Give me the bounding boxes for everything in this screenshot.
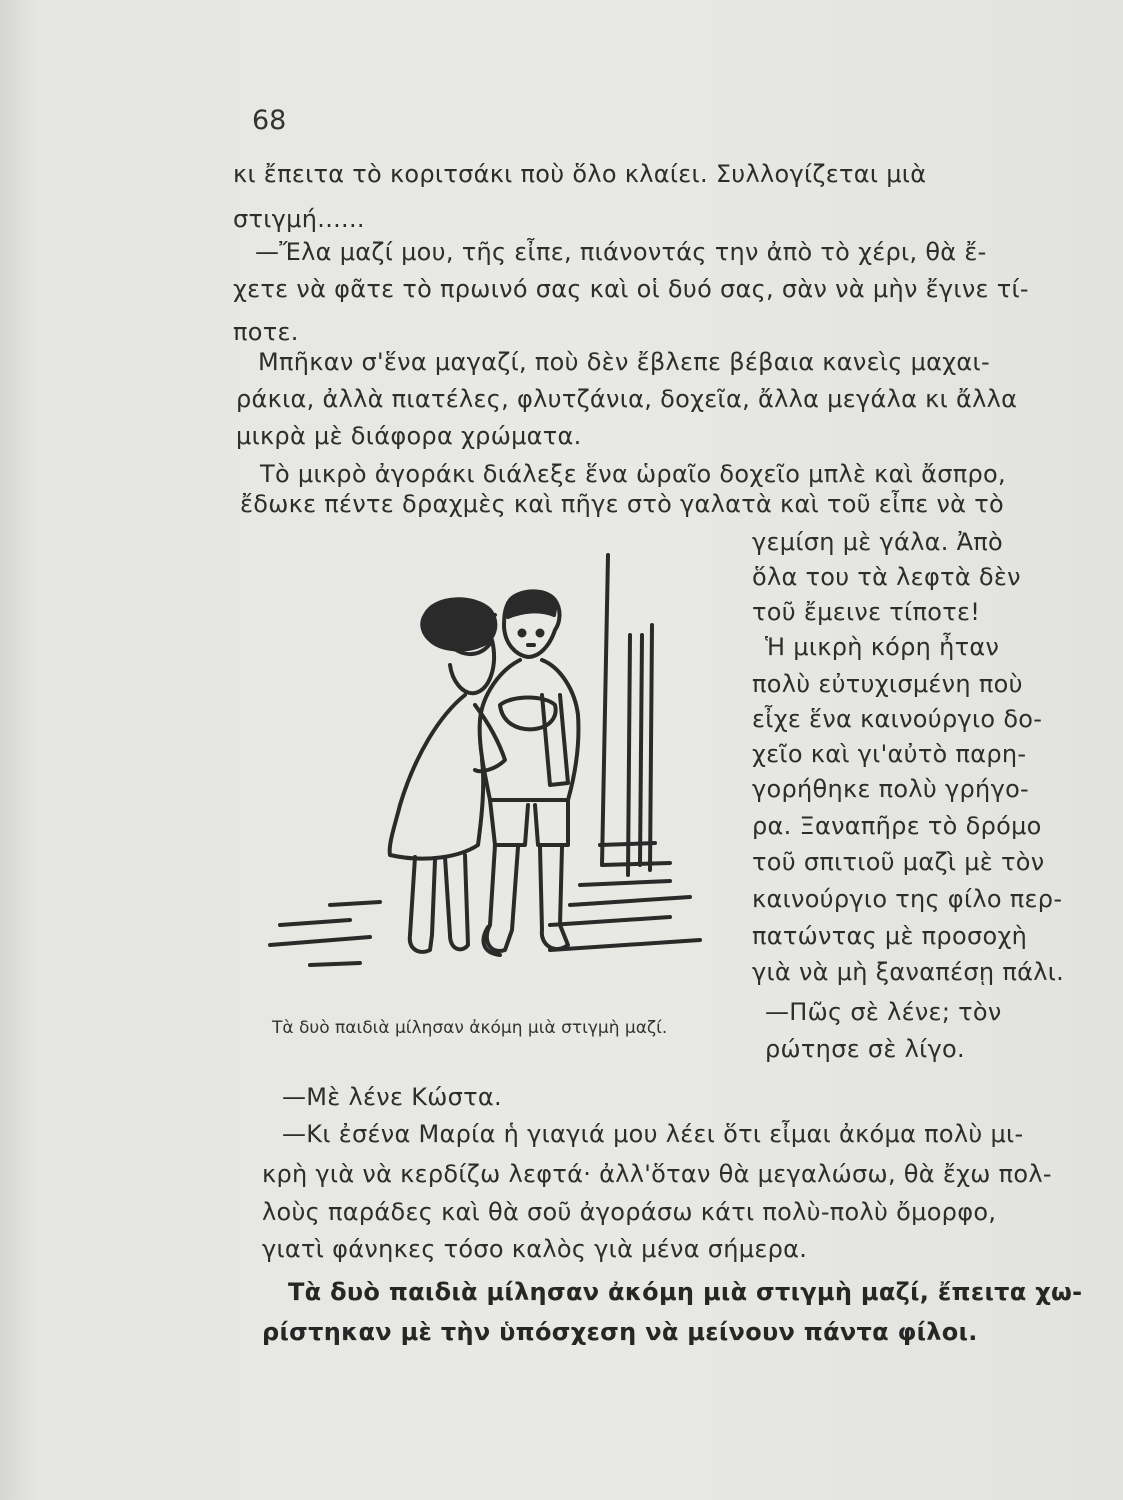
text-line: γεμίση μὲ γάλα. Ἀπὸ <box>752 528 1004 556</box>
text-line: ρώτησε σὲ λίγο. <box>765 1035 965 1063</box>
text-line: μικρὰ μὲ διάφορα χρώματα. <box>236 422 582 450</box>
text-line: —Πῶς σὲ λένε; τὸν <box>765 998 1002 1026</box>
text-line: ὅλα του τὰ λεφτὰ δὲν <box>752 563 1021 591</box>
door-frame-line <box>602 555 608 865</box>
text-line: λοὺς παράδες καὶ θὰ σοῦ ἀγοράσω κάτι πολὺ-πολὺ ὄμορφο, <box>262 1198 997 1226</box>
milk-jug <box>500 698 556 730</box>
text-line: ρα. Ξαναπῆρε τὸ δρόμο <box>752 812 1042 840</box>
text-line: στιγμή...... <box>233 205 365 233</box>
text-line: κρὴ γιὰ νὰ κερδίζω λεφτά· ἀλλ'ὅταν θὰ μεγαλώσω, θὰ ἔχω πολ- <box>262 1160 1052 1188</box>
two-children-illustration <box>250 545 720 995</box>
text-line: —Κι ἐσένα Μαρία ἡ γιαγιά μου λέει ὅτι εἶμαι ἀκόμα πολὺ μι- <box>282 1120 1024 1148</box>
text-line: —Ἔλα μαζί μου, τῆς εἶπε, πιάνοντάς την ἀπὸ τὸ χέρι, θὰ ἔ- <box>255 238 987 266</box>
text-line: εἶχε ἕνα καινούργιο δο- <box>752 705 1043 733</box>
door-frame-line <box>640 635 642 865</box>
text-line: ράκια, ἀλλὰ πιατέλες, φλυτζάνια, δοχεῖα, ἄλλα μεγάλα κι ἄλλα <box>236 385 1018 413</box>
text-line: κι ἔπειτα τὸ κοριτσάκι ποὺ ὅλο κλαίει. Συλλογίζεται μιὰ <box>233 160 927 188</box>
text-line-bold: ρίστηκαν μὲ τὴν ὑπόσχεση νὰ μείνουν πάντα φίλοι. <box>262 1318 978 1346</box>
text-line: πολὺ εὐτυχισμένη ποὺ <box>752 670 1023 698</box>
text-line: γορήθηκε πολὺ γρήγο- <box>752 775 1030 803</box>
boy-hair <box>508 595 556 617</box>
text-line: γιατὶ φάνηκες τόσο καλὸς γιὰ μένα σήμερα. <box>262 1235 808 1263</box>
text-line: πατώντας μὲ προσοχὴ <box>752 922 1028 950</box>
text-line: ποτε. <box>233 318 299 346</box>
door-frame-line <box>650 625 652 870</box>
door-frame-line <box>628 635 630 875</box>
text-line: τοῦ ἔμεινε τίποτε! <box>752 598 981 626</box>
text-line: καινούργιο της φίλο περ- <box>752 885 1063 913</box>
text-line-bold: Τὰ δυὸ παιδιὰ μίλησαν ἀκόμη μιὰ στιγμὴ μαζί, ἔπειτα χω- <box>288 1278 1083 1306</box>
illustration-caption: Τὰ δυὸ παιδιὰ μίλησαν ἀκόμη μιὰ στιγμὴ μαζί. <box>272 1018 668 1038</box>
text-line: Μπῆκαν σ'ἕνα μαγαζί, ποὺ δὲν ἔβλεπε βέβαια κανεὶς μαχαι- <box>258 348 990 376</box>
text-line: χεῖο καὶ γι'αὐτὸ παρη- <box>752 740 1027 768</box>
text-line: —Μὲ λένε Κώστα. <box>282 1083 502 1111</box>
text-line: Ἡ μικρὴ κόρη ἦταν <box>765 633 1000 661</box>
page-number: 68 <box>252 105 287 136</box>
text-line: γιὰ νὰ μὴ ξαναπέσῃ πάλι. <box>752 958 1065 986</box>
text-line: ἔδωκε πέντε δραχμὲς καὶ πῆγε στὸ γαλατὰ καὶ τοῦ εἶπε νὰ τὸ <box>240 490 1004 518</box>
text-line: τοῦ σπιτιοῦ μαζὶ μὲ τὸν <box>752 848 1045 876</box>
text-line: Τὸ μικρὸ ἀγοράκι διάλεξε ἕνα ὡραῖο δοχεῖο μπλὲ καὶ ἄσπρο, <box>260 460 1006 488</box>
text-line: χετε νὰ φᾶτε τὸ πρωινό σας καὶ οἱ δυό σας, σὰν νὰ μὴν ἔγινε τί- <box>233 275 1029 303</box>
